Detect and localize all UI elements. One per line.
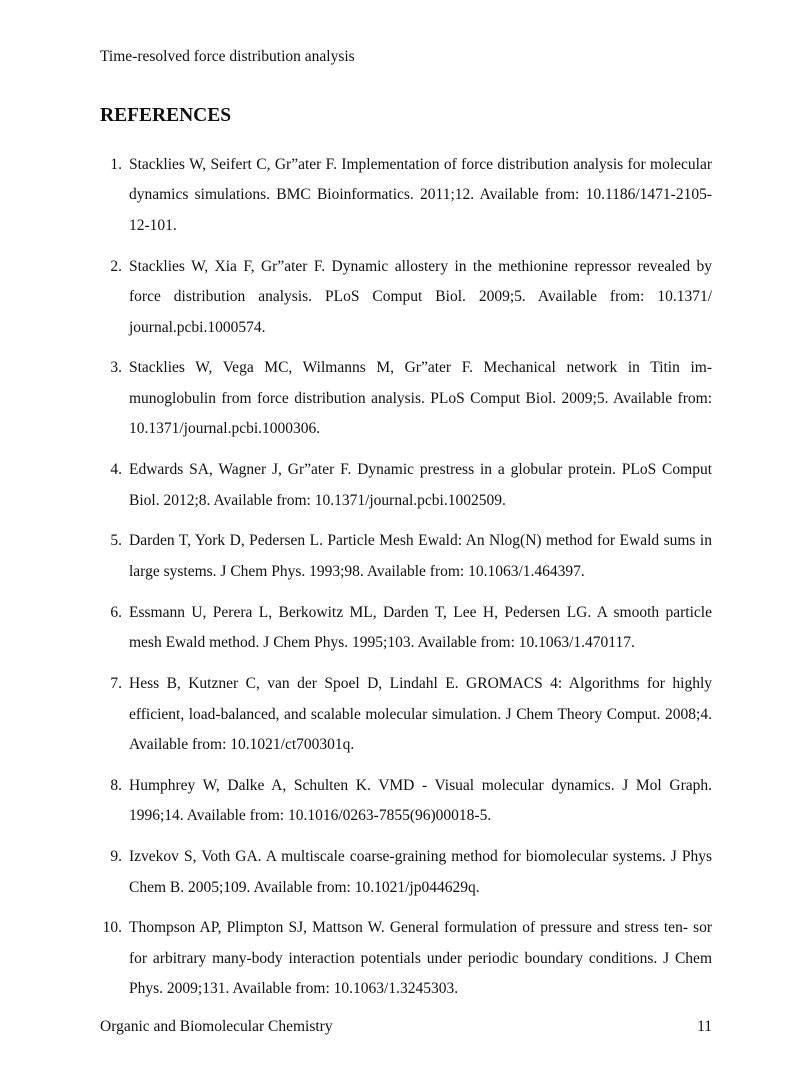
reference-item — [100, 913, 712, 1004]
reference-item — [100, 598, 712, 659]
reference-text: Hess B, Kutzner C, van der Spoel D, Lindahl E. GROMACS 4: Algorithms for highly efficient, load-balanced, and scalable molecular simulation. J Chem Theory Comput. 2008;4. Available from: 10.1021/ct700301q. — [129, 675, 712, 753]
reference-number: 6. — [110, 603, 122, 621]
reference-text: Darden T, York D, Pedersen L. Particle Mesh Ewald: An Nlog(N) method for Ewald sums in large systems. J Chem Phys. 1993;98. Available from: 10.1063/1.464397. — [129, 532, 712, 580]
reference-item — [100, 252, 712, 343]
reference-item — [100, 526, 712, 587]
reference-number: 7. — [110, 675, 122, 693]
reference-item — [100, 150, 712, 241]
reference-item — [100, 353, 712, 444]
reference-item — [100, 842, 712, 903]
reference-number: 2. — [110, 257, 122, 275]
reference-number: 3. — [110, 359, 122, 377]
section-title: REFERENCES — [100, 105, 232, 126]
running-head: Time-resolved force distribution analysis — [100, 48, 355, 65]
reference-list — [100, 150, 712, 1015]
reference-text: Stacklies W, Seifert C, Gr”ater F. Implementation of force distribution analysis for molecular dynamics simulations. BMC Bioinformatics. 2011;12. Available from: 10.1186/1471-2105-12-101. — [129, 156, 712, 234]
reference-item — [100, 669, 712, 760]
reference-text: Humphrey W, Dalke A, Schulten K. VMD - Visual molecular dynamics. J Mol Graph. 1996;14. Available from: 10.1016/0263-7855(96)00018-5. — [129, 776, 712, 825]
reference-text: Izvekov S, Voth GA. A multiscale coarse-graining method for biomolecular systems. J Phys Chem B. 2005;109. Available from: 10.1021/jp044629q. — [129, 848, 712, 896]
reference-number: 10. — [102, 919, 122, 937]
reference-text: Thompson AP, Plimpton SJ, Mattson W. General formulation of pressure and stress ten- sor for arbitrary many-body interaction potentials under periodic boundary conditions. J Chem Phys. 2009;131. Available from: 10.1063/1.3245303. — [129, 919, 712, 998]
reference-text: Stacklies W, Vega MC, Wilmanns M, Gr”ater F. Mechanical network in Titin im- munoglobulin from force distribution analysis. PLoS Comput Biol. 2009;5. Available from: 10.1371/journal.pcbi.1000306. — [129, 359, 712, 438]
reference-number: 5. — [110, 532, 122, 550]
reference-number: 8. — [110, 776, 122, 794]
reference-number: 1. — [110, 156, 122, 173]
reference-text: Essmann U, Perera L, Berkowitz ML, Darden T, Lee H, Pedersen LG. A smooth particle mesh Ewald method. J Chem Phys. 1995;103. Available from: 10.1063/1.470117. — [129, 603, 712, 652]
footer-journal-name: Organic and Biomolecular Chemistry — [100, 1018, 333, 1035]
reference-number: 9. — [110, 848, 122, 866]
page-number: 11 — [697, 1018, 712, 1035]
reference-text: Edwards SA, Wagner J, Gr”ater F. Dynamic prestress in a globular protein. PLoS Comput Biol. 2012;8. Available from: 10.1371/journal.pcbi.1002509. — [129, 461, 712, 509]
reference-item — [100, 771, 712, 832]
reference-text: Stacklies W, Xia F, Gr”ater F. Dynamic allostery in the methionine repressor revealed by force distribution analysis. PLoS Comput Biol. 2009;5. Available from: 10.1371/ journal.pcbi.1000574. — [129, 257, 712, 336]
reference-item — [100, 455, 712, 516]
reference-number: 4. — [110, 461, 122, 479]
